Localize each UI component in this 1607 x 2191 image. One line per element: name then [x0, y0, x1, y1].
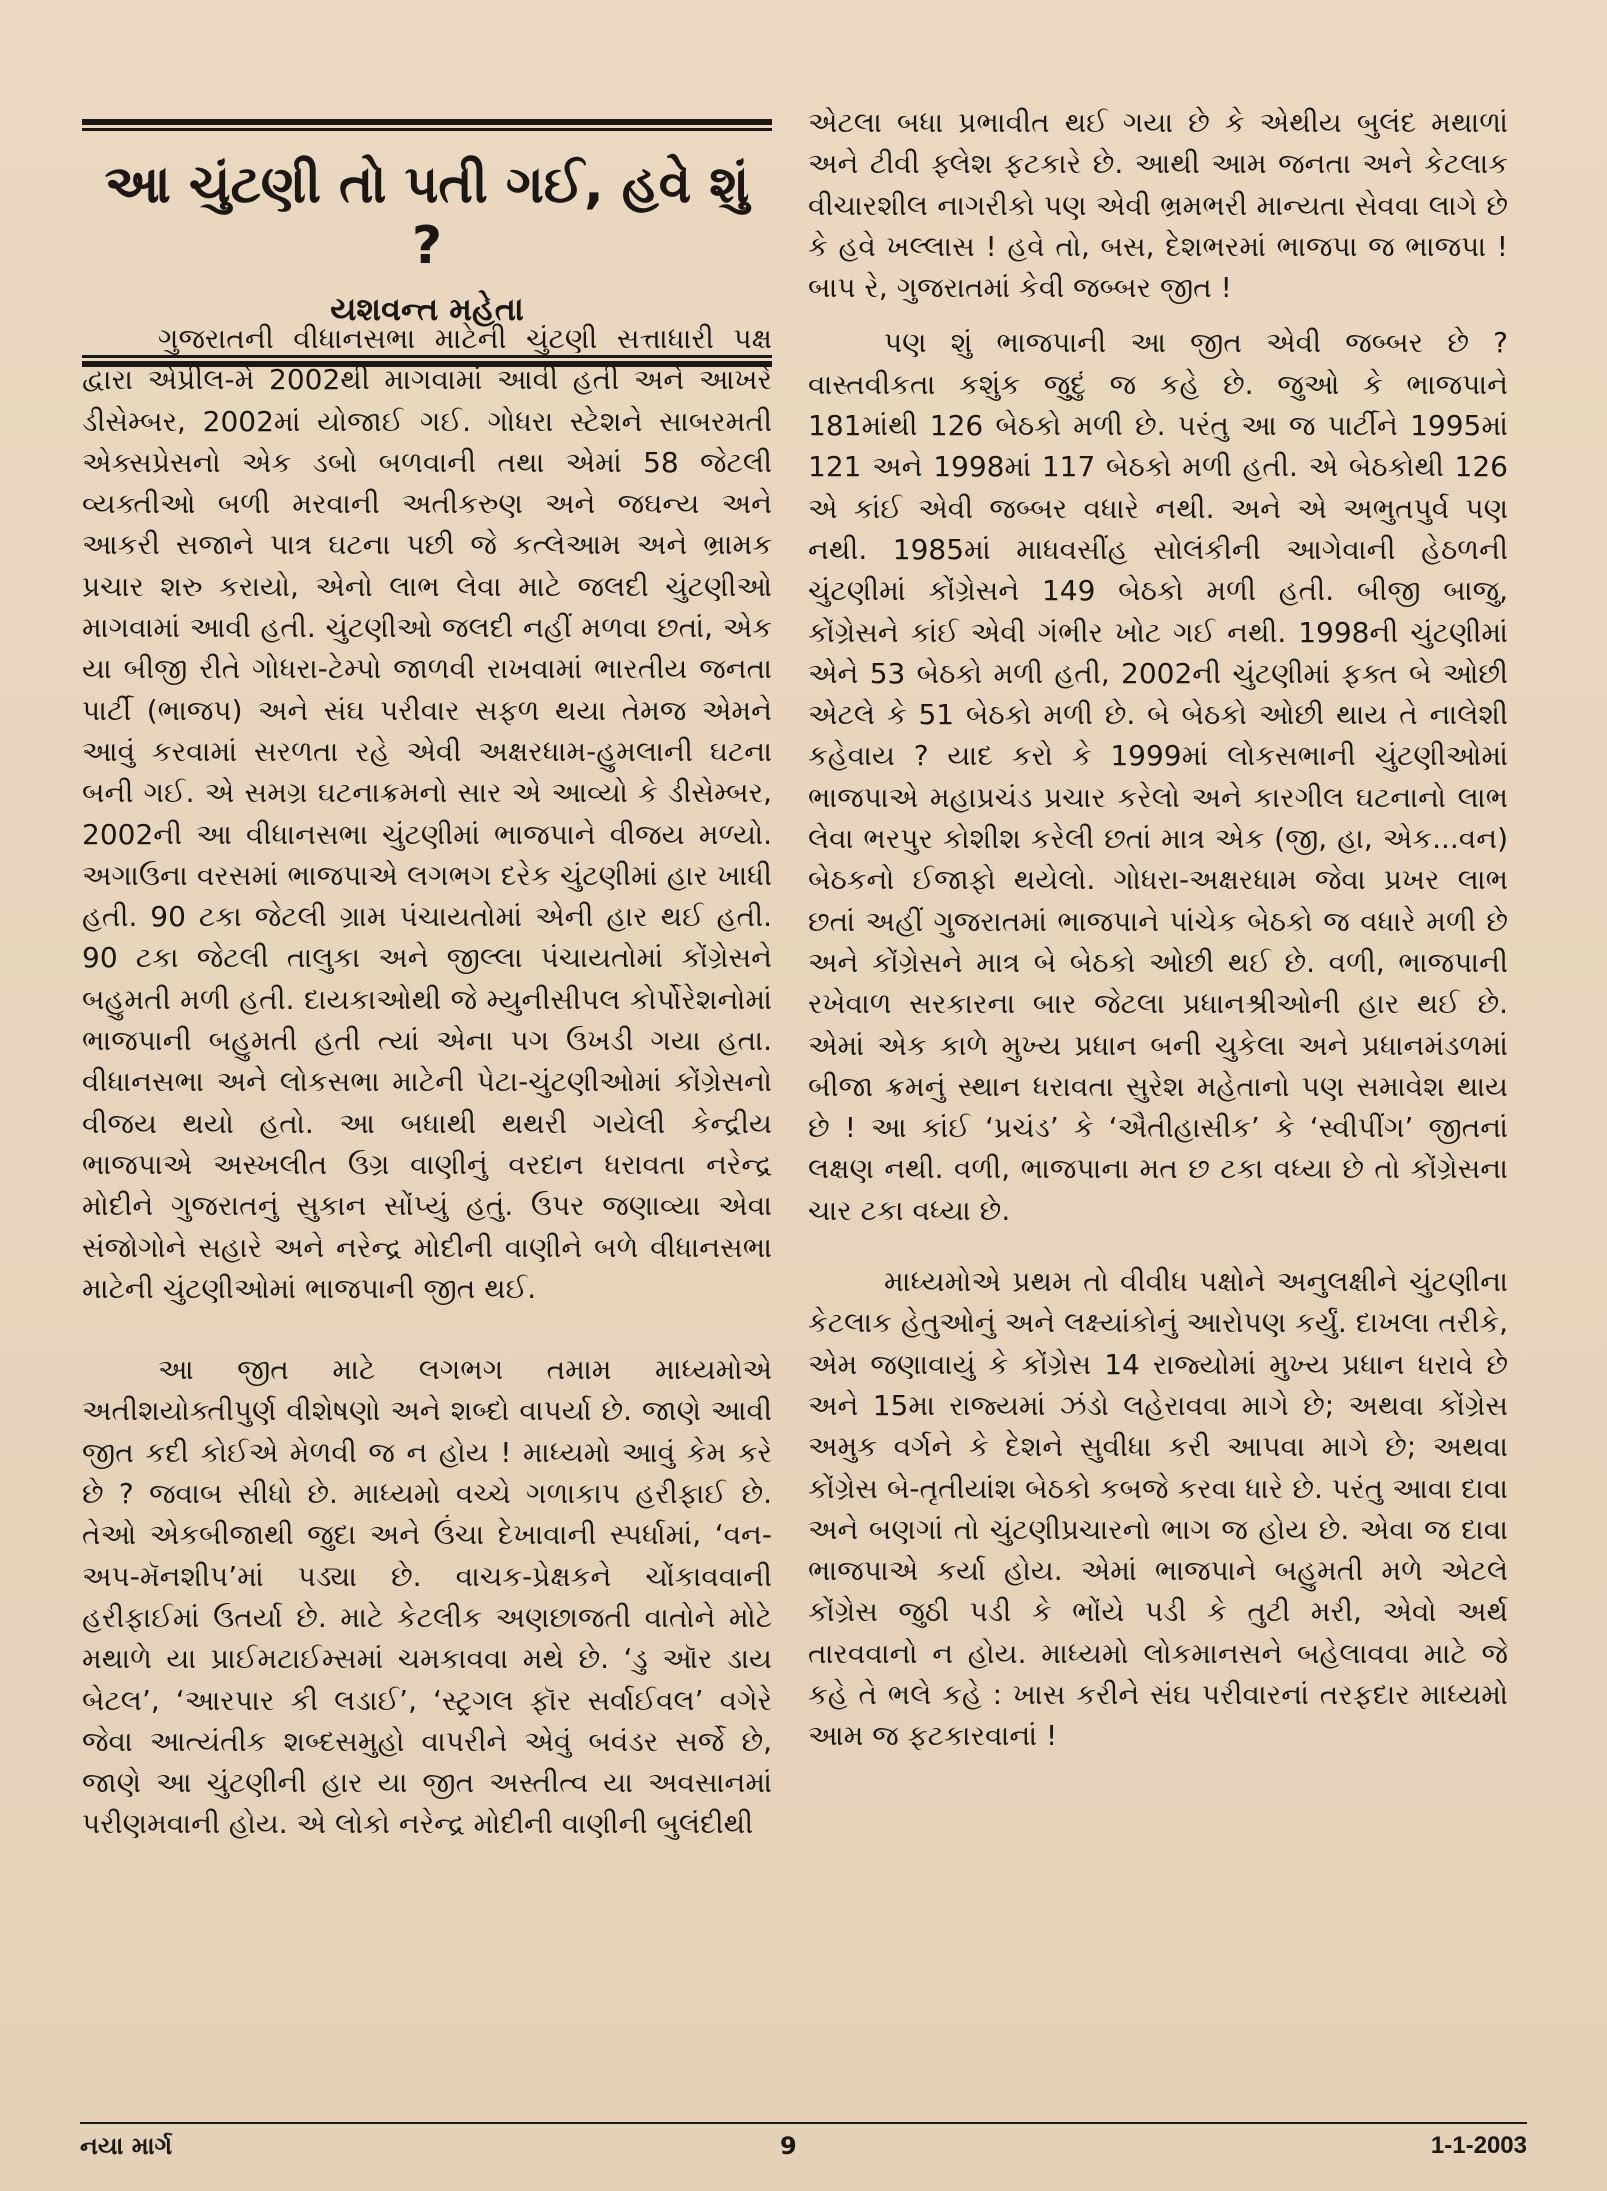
article-author: યશવન્ત મહેતા	[330, 290, 524, 328]
right-column	[808, 102, 1508, 1757]
publication-name: નયા માર્ગ	[80, 2132, 173, 2160]
paragraph: એટલા બધા પ્રભાવીત થઈ ગયા છે કે એથીય બુલંદ મથાળાં અને ટીવી ફ્લેશ ફટકારે છે. આથી આમ જનતા અને કેટલાક વીચારશીલ નાગરીકો પણ એવી ભ્રમભરી માન્યતા સેવવા લાગે છે કે હવે ખલ્લાસ ! હવે તો, બસ, દેશભરમાં ભાજપા જ ભાજપા ! બાપ રે, ગુજરાતમાં કેવી જબ્બર જીત !	[808, 106, 1508, 305]
issue-date: 1-1-2003	[1430, 2132, 1527, 2159]
top-rule	[82, 119, 772, 125]
paragraph: આ જીત માટે લગભગ તમામ માધ્યમોએ અતીશયોક્તીપુર્ણ વીશેષણો અને શબ્દો વાપર્યા છે. જાણે આવી જીત કદી કોઈએ મેળવી જ ન હોય ! માધ્યમો આવું કેમ કરે છે ? જવાબ સીધો છે. માધ્યમો વચ્ચે ગળાકાપ હરીફાઈ છે. તેઓ એકબીજાથી જુદા અને ઉંચા દેખાવાની સ્પર્ધામાં, ‘વન-અપ-મૅનશીપ’માં પડ્યા છે. વાચક-પ્રેક્ષકને ચોંકાવવાની હરીફાઈમાં ઉતર્યા છે. માટે કેટલીક અણછાજતી વાતોને મોટે મથાળે યા પ્રાઈમટાઈમ્સમાં ચમકાવવા મથે છે. ‘ડુ ઑર ડાય બેટલ’, ‘આરપાર કી લડાઈ’, ‘સ્ટ્રગલ ફૉર સર્વાઈવલ’ વગેરે જેવા આત્યંતીક શબ્દસમુહો વાપરીને એવું બવંડર સર્જે છે, જાણે આ ચુંટણીની હાર યા જીત અસ્તીત્વ યા અવસાનમાં પરીણમવાની હોય. એ લોકો નરેન્દ્ર મોદીની વાણીની બુલંદીથી	[82, 1353, 772, 1841]
top-rule-thin	[82, 128, 772, 131]
page-footer	[80, 2122, 1527, 2164]
article-title: આ ચુંટણી તો પતી ગઈ, હવે શું ?	[104, 155, 750, 276]
paragraph: પણ શું ભાજપાની આ જીત એવી જબ્બર છે ? વાસ્તવીકતા કશુંક જુદું જ કહે છે. જુઓ કે ભાજપાને 181માંથી 126 બેઠકો મળી છે. પરંતુ આ જ પાર્ટીને 1995માં 121 અને 1998માં 117 બેઠકો મળી હતી. એ બેઠકોથી 126 એ કાંઈ એવી જબ્બર વધારે નથી. અને એ અભુતપુર્વ પણ નથી. 1985માં માધવસીંહ સોલંકીની આગેવાની હેઠળની ચુંટણીમાં કોંગ્રેસને 149 બેઠકો મળી હતી. બીજી બાજુ, કોંગ્રેસને કાંઈ એવી ગંભીર ખોટ ગઈ નથી. 1998ની ચુંટણીમાં એને 53 બેઠકો મળી હતી, 2002ની ચુંટણીમાં ફક્ત બે ઓછી એટલે કે 51 બેઠકો મળી છે. બે બેઠકો ઓછી થાય તે નાલેશી કહેવાય ? યાદ કરો કે 1999માં લોકસભાની ચુંટણીઓમાં ભાજપાએ મહાપ્રચંડ પ્રચાર કરેલો અને કારગીલ ઘટનાનો લાભ લેવા ભરપુર કોશીશ કરેલી છતાં માત્ર એક (જી, હા, એક...વન) બેઠકનો ઈજાફો થયેલો. ગોધરા-અક્ષરધામ જેવા પ્રખર લાભ છતાં અહીં ગુજરાતમાં ભાજપાને પાંચેક બેઠકો જ વધારે મળી છે અને કોંગ્રેસને માત્ર બે બેઠકો ઓછી થઈ છે. વળી, ભાજપાની રખેવાળ સરકારના બાર જેટલા પ્રધાનશ્રીઓની હાર થઈ છે. એમાં એક કાળે મુખ્ય પ્રધાન બની ચુકેલા અને પ્રધાનમંડળમાં બીજા ક્રમનું સ્થાન ધરાવતા સુરેશ મહેતાનો પણ સમાવેશ થાય છે ! આ કાંઈ ‘પ્રચંડ’ કે ‘ઐતીહાસીક’ કે ‘સ્વીપીંગ’ જીતનાં લક્ષણ નથી. વળી, ભાજપાના મત છ ટકા વધ્યા છે તો કોંગ્રેસના ચાર ટકા વધ્યા છે.	[808, 326, 1508, 1227]
page-number: 9	[780, 2132, 797, 2160]
paragraph: માધ્યમોએ પ્રથમ તો વીવીધ પક્ષોને અનુલક્ષીને ચુંટણીના કેટલાક હેતુઓનું અને લક્ષ્યાંકોનું આરોપણ કર્યું. દાખલા તરીકે, એમ જણાવાયું કે કોંગ્રેસ 14 રાજ્યોમાં મુખ્ય પ્રધાન ધરાવે છે અને 15મા રાજ્યમાં ઝંડો લહેરાવવા માગે છે; અથવા કોંગ્રેસ અમુક વર્ગને કે દેશને સુવીધા કરી આપવા માગે છે; અથવા કોંગ્રેસ બે-તૃતીયાંશ બેઠકો કબજે કરવા ધારે છે. પરંતુ આવા દાવા અને બણગાં તો ચુંટણીપ્રચારનો ભાગ જ હોય છે. એવા જ દાવા ભાજપાએ કર્યા હોય. એમાં ભાજપાને બહુમતી મળે એટલે કોંગ્રેસ જુઠી પડી કે ભોંયે પડી કે તુટી મરી, એવો અર્થ તારવવાનો ન હોય. માધ્યમો લોકમાનસને બહેલાવવા માટે જે કહે તે ભલે કહે : ખાસ કરીને સંઘ પરીવારનાં તરફદાર માધ્યમો આમ જ ફટકારવાનાં !	[808, 1265, 1508, 1753]
left-column	[82, 318, 772, 1845]
paragraph: ગુજરાતની વીધાનસભા માટેની ચુંટણી સત્તાધારી પક્ષ દ્વારા એપ્રીલ-મે 2002થી માગવામાં આવી હતી અને આખરે ડીસેમ્બર, 2002માં યોજાઈ ગઈ. ગોધરા સ્ટેશને સાબરમતી એક્સપ્રેસનો એક ડબો બળવાની તથા એમાં 58 જેટલી વ્યક્તીઓ બળી મરવાની અતીકરુણ અને જઘન્ય અને આકરી સજાને પાત્ર ઘટના પછી જે કત્લેઆમ અને ભ્રામક પ્રચાર શરુ કરાયો, એનો લાભ લેવા માટે જલદી ચુંટણીઓ માગવામાં આવી હતી. ચુંટણીઓ જલદી નહીં મળવા છતાં, એક યા બીજી રીતે ગોધરા-ટેમ્પો જાળવી રાખવામાં ભારતીય જનતા પાર્ટી (ભાજપ) અને સંઘ પરીવાર સફળ થયા તેમજ એમને આવું કરવામાં સરળતા રહે એવી અક્ષરધામ-હુમલાની ઘટના બની ગઈ. એ સમગ્ર ઘટનાક્રમનો સાર એ આવ્યો કે ડીસેમ્બર, 2002ની આ વીધાનસભા ચુંટણીમાં ભાજપાને વીજય મળ્યો. અગાઉના વરસમાં ભાજપાએ લગભગ દરેક ચુંટણીમાં હાર ખાધી હતી. 90 ટકા જેટલી ગ્રામ પંચાયતોમાં એની હાર થઈ હતી. 90 ટકા જેટલી તાલુકા અને જીલ્લા પંચાયતોમાં કોંગ્રેસને બહુમતી મળી હતી. દાયકાઓથી જે મ્યુનીસીપલ કોર્પોરેશનોમાં ભાજપાની બહુમતી હતી ત્યાં એના પગ ઉખડી ગયા હતા. વીધાનસભા અને લોકસભા માટેની પેટા-ચુંટણીઓમાં કોંગ્રેસનો વીજય થયો હતો. આ બધાથી થથરી ગયેલી કેન્દ્રીય ભાજપાએ અસ્ખલીત ઉગ્ર વાણીનું વરદાન ધરાવતા નરેન્દ્ર મોદીને ગુજરાતનું સુકાન સોંપ્યું હતું. ઉપર જણાવ્યા એવા સંજોગોને સહારે અને નરેન્દ્ર મોદીની વાણીને બળે વીધાનસભા માટેની ચુંટણીઓમાં ભાજપાની જીત થઈ.	[82, 322, 772, 1305]
